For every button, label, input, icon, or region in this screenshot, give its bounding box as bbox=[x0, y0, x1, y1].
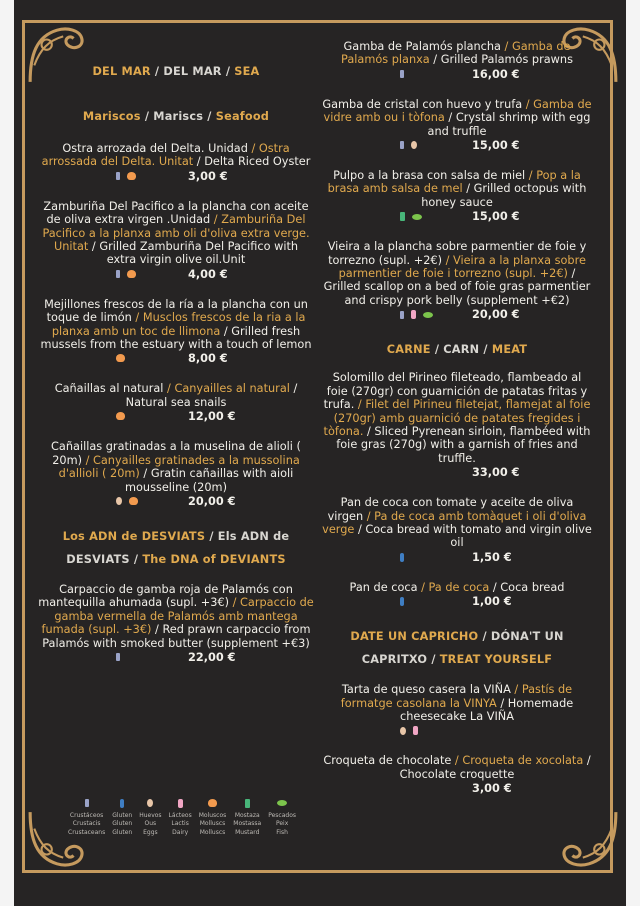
sep: / bbox=[427, 653, 440, 667]
separator: / bbox=[417, 580, 429, 594]
title-es: Mariscos bbox=[82, 110, 141, 123]
item-name-es: Cañaillas gratinadas a la muselina de alioli ( 20m) bbox=[51, 440, 301, 467]
legend-icon-wrap bbox=[85, 795, 89, 811]
title-en: The DNA of DEVIANTS bbox=[142, 552, 286, 566]
shell-icon bbox=[116, 412, 125, 420]
item-name-ca: Canyailles al natural bbox=[174, 382, 290, 396]
price-row bbox=[38, 651, 314, 666]
legend-icon-wrap bbox=[120, 795, 124, 811]
sep: / bbox=[129, 552, 143, 566]
shrimp-icon bbox=[116, 270, 120, 278]
sea-items-continued bbox=[322, 40, 592, 323]
separator: / bbox=[441, 253, 453, 267]
item-name-es: Vieira a la plancha sobre parmentier de foie y torrezno (supl. +2€) bbox=[327, 240, 587, 267]
item-description bbox=[38, 382, 314, 409]
legend-item-crustaceans bbox=[68, 795, 105, 837]
price-row bbox=[38, 352, 314, 367]
title-en: TREAT YOURSELF bbox=[439, 653, 553, 667]
item-name-es: Ostra arrozada del Delta. Unidad bbox=[62, 142, 248, 155]
legend-label-en: Eggs bbox=[143, 828, 158, 836]
price-row bbox=[322, 68, 592, 83]
separator: / bbox=[500, 40, 512, 53]
item-name-ca: Pa de coca bbox=[428, 580, 490, 594]
price-row bbox=[322, 139, 592, 154]
separator: / bbox=[139, 467, 151, 481]
allergen-icons bbox=[400, 141, 417, 149]
separator: / bbox=[220, 324, 232, 338]
milk-bottle-icon bbox=[413, 726, 418, 735]
section-title-sea bbox=[38, 60, 314, 83]
item-name-ca: Gamba de Palamós planxa bbox=[341, 40, 571, 67]
allergen-icons bbox=[116, 497, 138, 505]
legend-item-mustard bbox=[233, 795, 261, 837]
legend-icon-wrap bbox=[147, 795, 153, 811]
price-row bbox=[322, 466, 592, 481]
item-price: 1,00 € bbox=[472, 595, 512, 609]
section-title-treat bbox=[322, 625, 592, 671]
item-description bbox=[38, 142, 314, 169]
price-row bbox=[322, 308, 592, 323]
legend-icon-wrap bbox=[208, 795, 217, 811]
title-ca: CARN bbox=[443, 343, 480, 357]
menu-item bbox=[322, 371, 592, 481]
item-description bbox=[38, 583, 314, 650]
shrimp-icon bbox=[400, 70, 404, 78]
legend-label-en: Gluten bbox=[112, 828, 133, 836]
item-name-en: Gratin cañaillas with aioli mousseline (20m) bbox=[125, 467, 294, 494]
item-name-en: Coca bread bbox=[500, 580, 565, 594]
legend-label-ca: Gluten bbox=[112, 820, 133, 828]
item-name-ca: Musclos frescos de la ria a la planxa amb un toc de llimona bbox=[51, 311, 306, 338]
item-name-en: Red prawn carpaccio from Palamós with smoked butter (supplement +€3) bbox=[42, 623, 311, 650]
separator: / bbox=[131, 311, 143, 325]
item-name-ca: Canyailles gratinades a la mussolina d'allioli ( 20m) bbox=[58, 453, 300, 481]
legend-label-ca: Molluscs bbox=[199, 820, 226, 828]
separator: / bbox=[210, 213, 222, 227]
separator: / bbox=[451, 754, 463, 768]
legend-label-en: Molluscs bbox=[199, 828, 226, 836]
sep: / bbox=[203, 110, 216, 123]
legend-item-eggs bbox=[139, 795, 161, 837]
title-en: SEA bbox=[234, 65, 260, 78]
price-row bbox=[322, 595, 592, 610]
item-name-en: Sliced Pyrenean sirloin, flambéed with foie gras (270g) with a garnish of fries and truffle. bbox=[336, 424, 591, 465]
section-title-meat bbox=[322, 338, 592, 361]
legend-label-es: Lácteos bbox=[168, 812, 192, 819]
wheat-bottle-icon bbox=[400, 553, 404, 562]
legend-icon-wrap bbox=[277, 795, 287, 811]
item-price: 3,00 € bbox=[188, 169, 228, 183]
separator: / bbox=[496, 696, 508, 710]
item-name-en: Chocolate croquette bbox=[399, 767, 515, 781]
item-price: 1,50 € bbox=[472, 550, 512, 564]
item-price: 15,00 € bbox=[472, 210, 520, 224]
separator: / bbox=[354, 522, 366, 536]
separator: / bbox=[193, 155, 205, 169]
menu-item bbox=[322, 581, 592, 610]
item-description bbox=[322, 40, 592, 67]
allergen-icons bbox=[116, 412, 125, 420]
menu-item bbox=[38, 440, 314, 510]
allergen-icons bbox=[400, 70, 404, 78]
allergen-icons bbox=[400, 310, 433, 319]
legend-label-es: Pescados bbox=[268, 812, 297, 819]
allergen-icons bbox=[116, 172, 136, 180]
item-description bbox=[322, 371, 592, 465]
sep: / bbox=[205, 529, 218, 543]
menu-item bbox=[38, 382, 314, 425]
title-ca: Els ADN de DESVIATS bbox=[66, 529, 290, 566]
allergen-icons bbox=[400, 212, 422, 221]
item-name-es: Pulpo a la brasa con salsa de miel bbox=[333, 169, 526, 183]
item-name-ca: Ostra arrossada del Delta. Unitat bbox=[41, 142, 290, 169]
sep: / bbox=[479, 343, 492, 357]
allergen-icons bbox=[400, 553, 404, 562]
legend-label-en: Mustard bbox=[235, 828, 260, 836]
menu-item bbox=[322, 169, 592, 225]
legend-label-es: Huevos bbox=[139, 812, 162, 819]
item-name-es: Gamba de Palamós plancha bbox=[343, 40, 501, 53]
item-price: 20,00 € bbox=[472, 308, 520, 322]
item-name-en: Crystal shrimp with egg and truffle bbox=[427, 111, 591, 138]
mustard-bottle-icon bbox=[400, 212, 405, 221]
item-name-es: Pan de coca bbox=[349, 580, 418, 594]
price-row bbox=[322, 724, 592, 739]
item-description bbox=[322, 581, 592, 594]
legend-icon-wrap bbox=[245, 795, 250, 811]
item-price: 15,00 € bbox=[472, 139, 520, 153]
sep: / bbox=[150, 65, 164, 78]
title-ca: Mariscs bbox=[153, 110, 204, 123]
menu-item bbox=[38, 142, 314, 185]
shell-icon bbox=[208, 799, 217, 807]
menu-item bbox=[322, 496, 592, 566]
item-description bbox=[322, 169, 592, 209]
egg-icon bbox=[116, 497, 122, 505]
fish-icon bbox=[423, 312, 433, 318]
allergen-icons bbox=[116, 270, 136, 278]
sep: / bbox=[430, 343, 444, 357]
shrimp-icon bbox=[400, 141, 404, 149]
shell-icon bbox=[129, 497, 138, 505]
item-description bbox=[322, 496, 592, 550]
section-title-seafood bbox=[38, 105, 314, 128]
item-name-en: Grilled octopus with honey sauce bbox=[421, 182, 587, 209]
item-name-ca: Filet del Pirineu filetejat, flamejat al foie (270gr) amb guarnició de patates fregides i tòfona. bbox=[323, 398, 591, 438]
item-name-en: Delta Riced Oyster bbox=[204, 155, 311, 169]
shell-icon bbox=[116, 354, 125, 362]
item-name-es: Cañaillas al natural bbox=[54, 382, 164, 396]
item-name-en: Grilled Zamburiña Del Pacifico with extra virgin olive oil.Unit bbox=[99, 240, 299, 267]
legend-item-gluten bbox=[112, 795, 132, 837]
legend-label-es: Crustáceos bbox=[69, 812, 104, 819]
separator: / bbox=[489, 580, 501, 594]
seafood-items bbox=[38, 142, 314, 510]
item-price: 12,00 € bbox=[188, 410, 236, 424]
legend-label-en: Crustaceans bbox=[68, 828, 106, 836]
title-ca: DEL MAR bbox=[163, 65, 222, 78]
item-price: 4,00 € bbox=[188, 267, 228, 281]
wheat-bottle-icon bbox=[400, 597, 404, 606]
item-price: 3,00 € bbox=[472, 782, 512, 796]
item-name-ca: Gamba de vidre amb ou i tòfona bbox=[323, 97, 592, 125]
dessert-items bbox=[322, 683, 592, 797]
legend-item-fish bbox=[268, 795, 296, 837]
menu-item bbox=[322, 40, 592, 83]
menu-item bbox=[322, 240, 592, 323]
left-column bbox=[38, 60, 314, 681]
legend-label-es: Mostaza bbox=[234, 812, 260, 819]
allergen-icons bbox=[400, 726, 418, 735]
price-row bbox=[38, 170, 314, 185]
item-name-es: Pan de coca con tomate y aceite de oliva virgen bbox=[327, 496, 574, 523]
title-ca: DÓNA'T UN CAPRITXO bbox=[361, 630, 564, 667]
item-name-ca: Pa de coca amb tomàquet i oli d'oliva verge bbox=[322, 509, 587, 536]
egg-icon bbox=[411, 141, 417, 149]
title-en: MEAT bbox=[491, 343, 528, 357]
legend-label-ca: Mostassa bbox=[233, 820, 262, 828]
ornament-corner-bottom-right-icon bbox=[558, 808, 620, 870]
allergen-icons bbox=[400, 597, 404, 606]
menu-item bbox=[38, 583, 314, 666]
item-name-es: Carpaccio de gamba roja de Palamós con mantequilla ahumada (supl. +3€) bbox=[38, 582, 293, 610]
menu-item bbox=[38, 298, 314, 368]
price-row bbox=[38, 410, 314, 425]
separator: / bbox=[525, 169, 537, 183]
section-title-dna bbox=[38, 525, 314, 571]
item-name-en: Homemade cheesecake La VIÑA bbox=[400, 696, 574, 723]
allergen-legend bbox=[68, 795, 296, 837]
item-description bbox=[322, 754, 592, 781]
item-name-es: Gamba de cristal con huevo y trufa bbox=[322, 97, 523, 111]
allergen-icons bbox=[116, 354, 125, 362]
separator: / bbox=[88, 240, 100, 254]
price-row bbox=[322, 210, 592, 225]
shell-icon bbox=[127, 172, 136, 180]
item-name-ca: Carpaccio de gamba vermella de Palamós amb mantega fumada (supl. +3€) bbox=[41, 596, 314, 637]
title-es: Los ADN de DESVIATS bbox=[62, 529, 206, 543]
item-name-en: Natural sea snails bbox=[125, 395, 227, 409]
legend-label-en: Dairy bbox=[172, 828, 189, 836]
item-description bbox=[38, 200, 314, 267]
allergen-icons bbox=[116, 653, 120, 661]
item-name-en: Grilled Palamós prawns bbox=[440, 53, 573, 67]
item-price: 20,00 € bbox=[188, 494, 236, 508]
separator: / bbox=[363, 424, 375, 438]
separator: / bbox=[510, 683, 522, 697]
item-name-en: Coca bread with tomato and virgin olive oil bbox=[365, 522, 592, 550]
item-description bbox=[322, 98, 592, 138]
fish-icon bbox=[277, 800, 287, 806]
item-price: 8,00 € bbox=[188, 352, 228, 366]
separator: / bbox=[583, 754, 591, 768]
item-description bbox=[38, 298, 314, 352]
fish-icon bbox=[412, 214, 422, 220]
shell-icon bbox=[127, 270, 136, 278]
shrimp-icon bbox=[116, 172, 120, 180]
item-name-es: Croqueta de chocolate bbox=[323, 754, 452, 768]
item-name-ca: Zamburiña Del Pacifico a la planxa amb oli d'oliva extra verge. Unitat bbox=[42, 213, 310, 254]
legend-label-ca: Peix bbox=[275, 820, 289, 828]
price-row bbox=[322, 551, 592, 566]
item-name-es: Solomillo del Pirineo fileteado, flambeado al foie (270gr) con guarnición de patatas fritas y trufa. bbox=[323, 371, 588, 412]
milk-bottle-icon bbox=[411, 310, 416, 319]
item-price: 22,00 € bbox=[188, 650, 236, 664]
sep: / bbox=[221, 65, 235, 78]
legend-item-molluscs bbox=[199, 795, 227, 837]
title-en: Seafood bbox=[215, 110, 270, 123]
separator: / bbox=[462, 182, 474, 196]
right-column bbox=[322, 40, 592, 812]
item-name-es: Zamburiña Del Pacifico a la plancha con aceite de oliva extra virgen .Unidad bbox=[43, 199, 309, 227]
separator: / bbox=[151, 623, 163, 637]
separator: / bbox=[429, 53, 441, 67]
separator: / bbox=[229, 596, 241, 610]
item-name-en: Grilled scallop on a bed of foie gras parmentier and crispy pork belly (supplement +€2) bbox=[323, 280, 591, 307]
item-description bbox=[322, 240, 592, 307]
separator: / bbox=[247, 142, 259, 155]
menu-item bbox=[322, 683, 592, 739]
menu-item bbox=[322, 754, 592, 797]
title-es: DATE UN CAPRICHO bbox=[350, 630, 479, 644]
legend-label-ca: Ous bbox=[144, 820, 157, 828]
meat-items bbox=[322, 371, 592, 610]
item-name-es: Mejillones frescos de la ría a la plancha con un toque de limón bbox=[44, 297, 308, 325]
egg-icon bbox=[400, 727, 406, 735]
separator: / bbox=[289, 382, 298, 396]
item-name-ca: Vieira a la planxa sobre parmentier de foie i torrezno (supl. +2€) bbox=[338, 253, 586, 281]
sep: / bbox=[140, 110, 154, 123]
milk-bottle-icon bbox=[178, 799, 183, 808]
shrimp-icon bbox=[85, 799, 89, 807]
egg-icon bbox=[147, 799, 153, 807]
legend-label-en: Fish bbox=[276, 828, 288, 836]
shrimp-icon bbox=[400, 311, 404, 319]
separator: / bbox=[82, 453, 93, 467]
sep: / bbox=[478, 630, 491, 644]
legend-label-ca: Crustacis bbox=[72, 820, 101, 828]
shrimp-icon bbox=[116, 653, 120, 661]
item-name-en: Grilled fresh mussels from the estuary with a touch of lemon bbox=[40, 324, 312, 352]
mustard-bottle-icon bbox=[245, 799, 250, 808]
wheat-bottle-icon bbox=[120, 799, 124, 808]
separator: / bbox=[567, 267, 576, 281]
separator: / bbox=[363, 509, 375, 523]
legend-item-dairy bbox=[169, 795, 192, 837]
item-name-es: Tarta de queso casera la VIÑA bbox=[341, 683, 511, 697]
dna-items bbox=[38, 583, 314, 666]
item-name-ca: Pop a la brasa amb salsa de mel bbox=[327, 169, 581, 196]
separator: / bbox=[444, 111, 456, 125]
item-price: 33,00 € bbox=[472, 466, 520, 480]
item-description bbox=[322, 683, 592, 723]
item-description bbox=[38, 440, 314, 494]
legend-label-ca: Lactis bbox=[171, 820, 189, 828]
item-price: 16,00 € bbox=[472, 67, 520, 81]
item-name-ca: Croqueta de xocolata bbox=[462, 754, 584, 768]
price-row bbox=[38, 495, 314, 510]
legend-label-es: Gluten bbox=[112, 812, 133, 819]
menu-item bbox=[38, 200, 314, 283]
title-es: CARNE bbox=[386, 343, 431, 357]
legend-icon-wrap bbox=[178, 795, 183, 811]
item-name-ca: Pastís de formatge casolana la VINYA bbox=[340, 683, 573, 710]
price-row bbox=[322, 782, 592, 797]
separator: / bbox=[354, 398, 366, 412]
price-row bbox=[38, 268, 314, 283]
menu-item bbox=[322, 98, 592, 154]
separator: / bbox=[522, 97, 534, 111]
separator: / bbox=[163, 382, 175, 396]
legend-label-es: Moluscos bbox=[198, 812, 227, 819]
title-es: DEL MAR bbox=[92, 65, 151, 78]
